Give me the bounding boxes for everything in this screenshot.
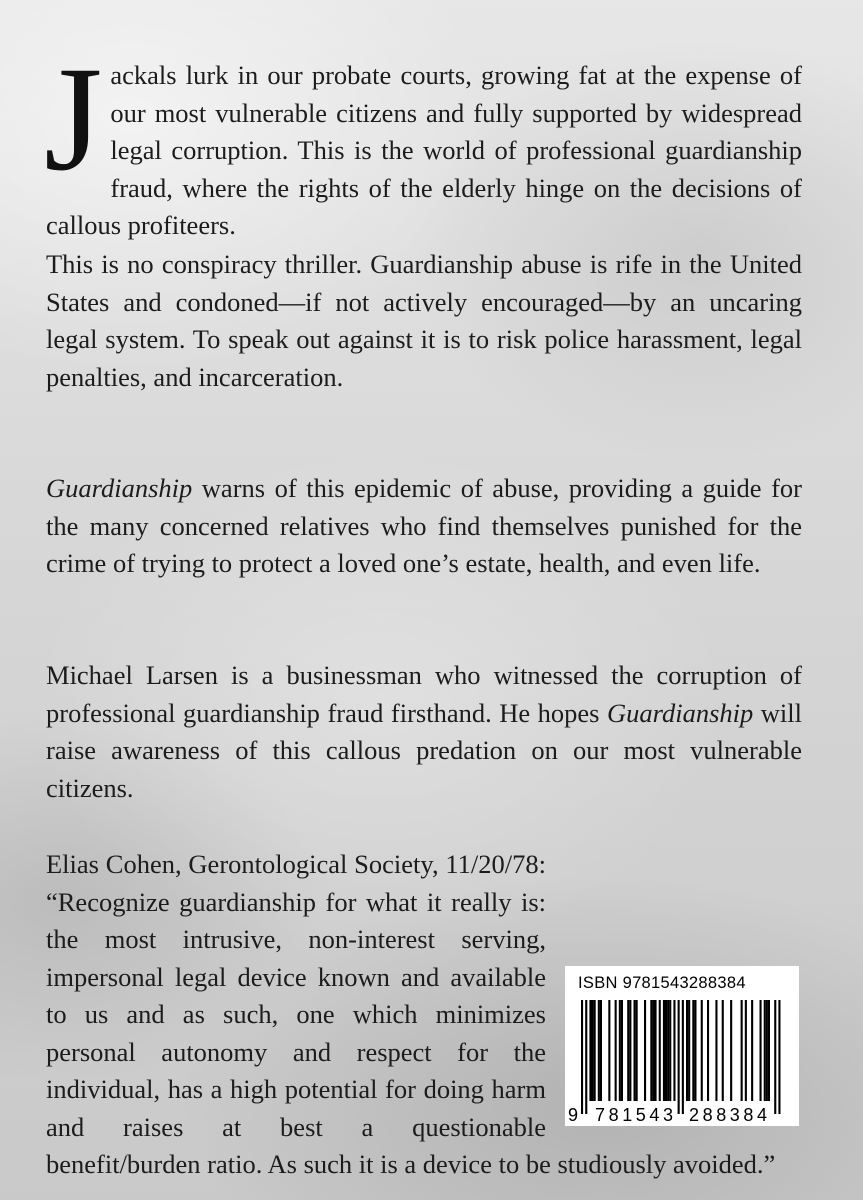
barcode-bar <box>644 1000 646 1101</box>
barcode-bar <box>682 1000 684 1114</box>
barcode-bar <box>629 1000 631 1101</box>
barcode-bar <box>678 1000 680 1114</box>
barcode-bar <box>585 1000 587 1114</box>
barcode-bar <box>667 1000 669 1101</box>
barcode-bar <box>760 1000 762 1101</box>
barcode-bar <box>715 1000 717 1101</box>
barcode-bar <box>598 1000 600 1101</box>
book-title-italic: Guardianship <box>606 697 754 728</box>
book-title-italic: Guardianship <box>46 473 193 503</box>
author-bio-text-end: will raise awareness of this callous predation on our most vulnerable citizens. <box>46 697 802 803</box>
barcode-bar <box>592 1000 594 1101</box>
barcode-bar <box>627 1000 629 1101</box>
author-bio <box>46 657 802 807</box>
blurb-paragraph-3-text: warns of this epidemic of abuse, providing a guide for the many concerned relatives who find themselves punished for the crime of trying to protect a loved one’s estate, health, and even life. <box>46 473 802 578</box>
barcode-bar <box>701 1000 703 1101</box>
barcode-digits-left: 781543 <box>595 1105 673 1125</box>
barcode-bar <box>768 1000 770 1101</box>
barcode-bar <box>594 1000 596 1101</box>
barcode-bar <box>694 1000 696 1101</box>
barcode-bar <box>665 1000 667 1101</box>
barcode-bar <box>663 1000 665 1101</box>
barcode-bar <box>764 1000 766 1101</box>
blurb-paragraph-1-text: ackals lurk in our probate courts, growing fat at the expense of our most vulnerable citizens and fully supported by widespread legal corruption. This is the world of professional guardianship fraud, where the rights of the elderly hinge on the decisions of callous profiteers. <box>46 60 802 240</box>
barcode-bar <box>615 1000 617 1101</box>
drop-cap: J <box>44 36 103 202</box>
isbn-label: ISBN 9781543288384 <box>578 974 746 992</box>
barcode-bar <box>686 1000 688 1101</box>
barcode-bar <box>722 1000 724 1101</box>
barcode-bar <box>692 1000 694 1101</box>
barcode-graphic <box>565 966 799 1126</box>
barcode-digits-right: 288384 <box>689 1105 767 1125</box>
barcode-bar <box>766 1000 768 1101</box>
author-bio-text-start: Michael Larsen is a businessman who witnessed the corruption of professional guardianship fraud firsthand. He hopes <box>46 660 802 728</box>
barcode-bar <box>655 1000 657 1101</box>
blurb-paragraph-1 <box>44 36 802 245</box>
barcode-bar <box>707 1000 709 1101</box>
isbn-barcode <box>565 966 799 1126</box>
quote-text: Elias Cohen, Gerontological Society, 11/20/78: “Recognize guardianship for what it really is: the most intrusive, non-interest serving, impersonal legal device known and available to us and as such, one which minimizes personal autonomy and respect for the individual, has a high potential for doing harm and raises at best a questionable benefit/burden ratio. As such it is a device to be studiously avoided.” <box>46 849 776 1179</box>
barcode-bar <box>669 1000 671 1101</box>
barcode-bar <box>745 1000 747 1101</box>
barcode-digit-first: 9 <box>568 1105 579 1125</box>
barcode-bar <box>688 1000 690 1101</box>
barcode-bar <box>778 1000 780 1114</box>
blurb-paragraph-2: This is no conspiracy thriller. Guardianship abuse is rife in the United States and condoned—if not actively encouraged—by an uncaring legal system. To speak out against it is to risk police harassment, legal penalties, and incarceration. <box>46 249 802 392</box>
barcode-bar <box>751 1000 753 1101</box>
blurb-paragraph-3 <box>46 470 802 583</box>
barcode-bar <box>659 1000 661 1101</box>
barcode-bar <box>774 1000 776 1114</box>
barcode-bar <box>636 1000 638 1101</box>
barcode-bar <box>634 1000 636 1101</box>
barcode-bar <box>621 1000 623 1101</box>
barcode-bar <box>730 1000 732 1101</box>
barcode-bar <box>589 1000 591 1101</box>
barcode-bar <box>619 1000 621 1101</box>
barcode-bar <box>608 1000 610 1101</box>
barcode-bar <box>581 1000 583 1114</box>
barcode-bar <box>600 1000 602 1101</box>
barcode-bar <box>652 1000 654 1101</box>
barcode-bar <box>741 1000 743 1101</box>
barcode-bar <box>650 1000 652 1101</box>
barcode-bar <box>673 1000 675 1101</box>
